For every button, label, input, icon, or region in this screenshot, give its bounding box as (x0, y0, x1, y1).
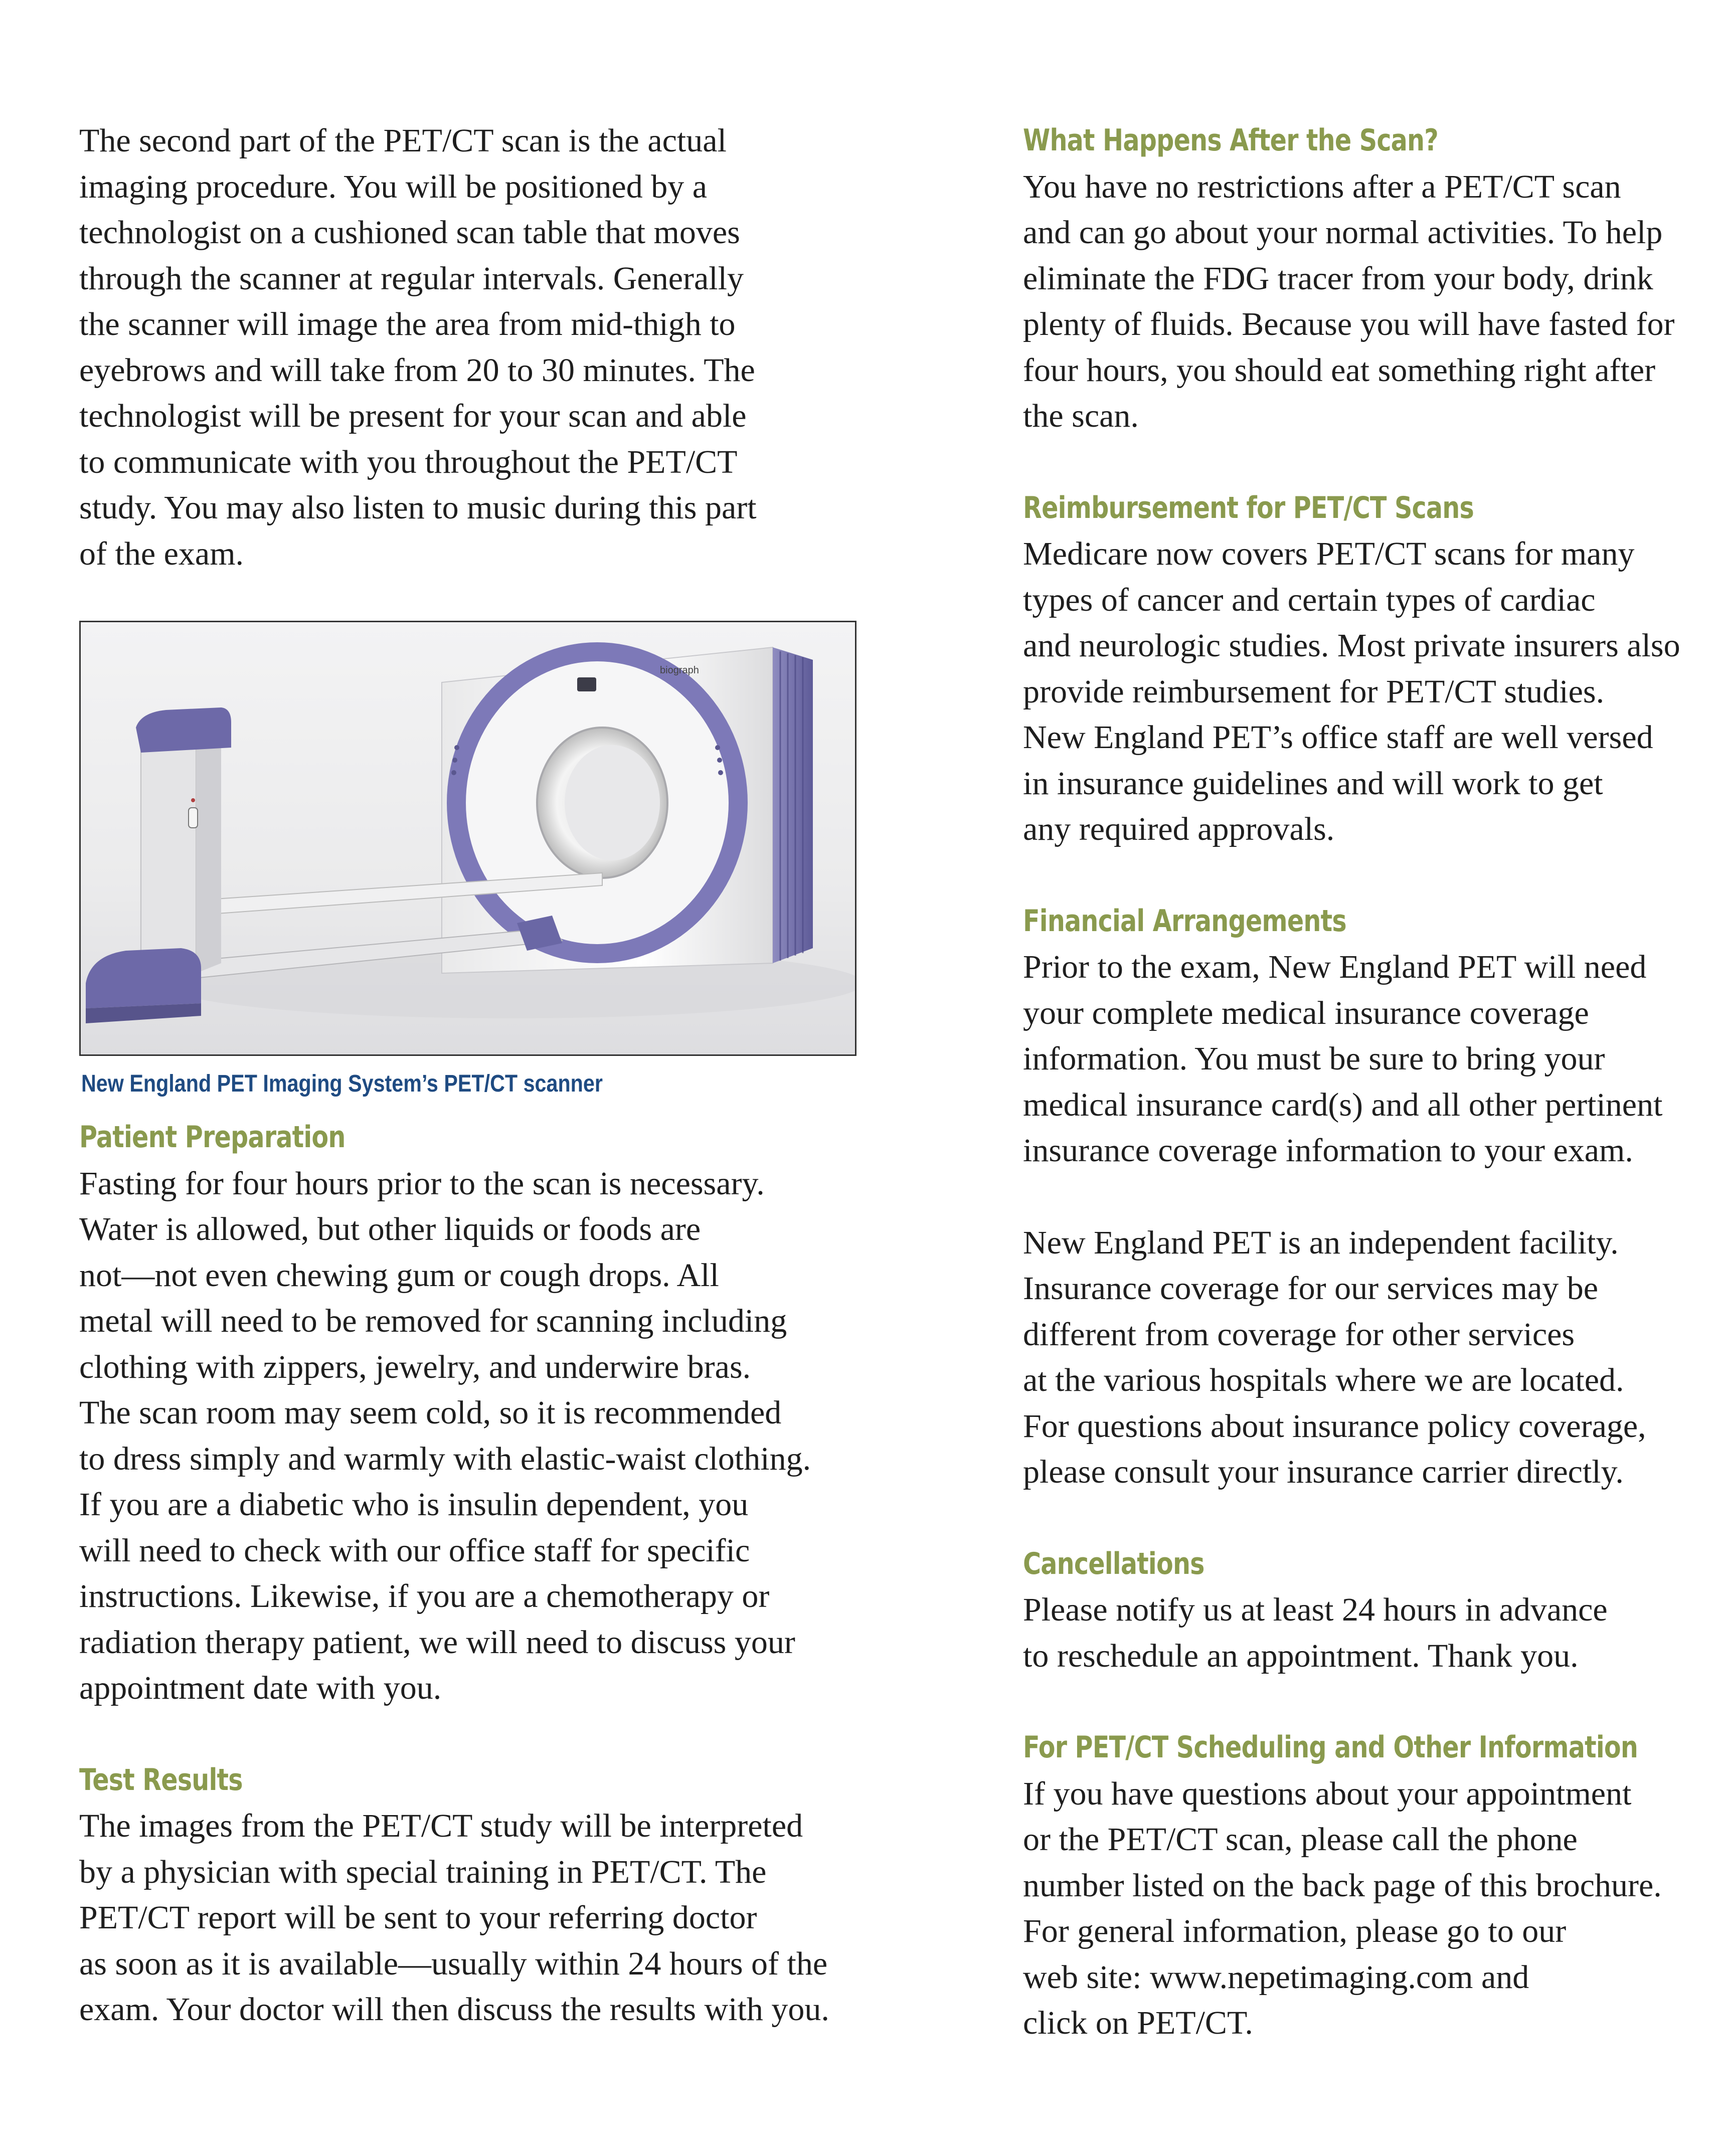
reimbursement-paragraph (1023, 531, 1725, 852)
text-line: through the scanner at regular intervals. Generally (79, 260, 744, 297)
text-line: PET/CT report will be sent to your referring doctor (79, 1899, 757, 1936)
text-line: metal will need to be removed for scanning including (79, 1303, 787, 1339)
cancellations-paragraph (1023, 1587, 1725, 1679)
text-line: click on PET/CT. (1023, 2005, 1253, 2041)
text-line: insurance coverage information to your exam. (1023, 1132, 1633, 1169)
text-line: Medicare now covers PET/CT scans for many (1023, 535, 1635, 572)
text-line: If you have questions about your appointment (1023, 1775, 1632, 1812)
text-line: of the exam. (79, 535, 244, 572)
financial-paragraph-2 (1023, 1220, 1725, 1495)
brand-label: biograph (660, 665, 699, 676)
text-line: to dress simply and warmly with elastic-waist clothing. (79, 1440, 811, 1477)
text-line: not—not even chewing gum or cough drops. All (79, 1256, 719, 1294)
text-line: For questions about insurance policy coverage, (1023, 1407, 1646, 1445)
financial-heading: Financial Arrangements (1023, 903, 1346, 939)
scanner-photo (79, 621, 856, 1056)
intro-paragraph (79, 118, 972, 577)
text-line: medical insurance card(s) and all other pertinent (1023, 1086, 1663, 1123)
text-line: The images from the PET/CT study will be interpreted (79, 1808, 803, 1844)
patient-prep-heading: Patient Preparation (79, 1120, 346, 1155)
text-line: technologist on a cushioned scan table that moves (79, 214, 740, 251)
text-line: If you are a diabetic who is insulin dependent, you (79, 1486, 749, 1523)
text-line: instructions. Likewise, if you are a chemotherapy or (79, 1578, 770, 1614)
text-line: in insurance guidelines and will work to get (1023, 765, 1603, 802)
text-line: or the PET/CT scan, please call the phone (1023, 1821, 1578, 1858)
text-line: please consult your insurance carrier directly. (1023, 1454, 1624, 1490)
text-line: technologist will be present for your scan and able (79, 398, 747, 434)
text-line: at the various hospitals where we are located. (1023, 1362, 1624, 1398)
financial-paragraph (1023, 944, 1725, 1174)
text-line: and neurologic studies. Most private insurers also (1023, 627, 1680, 664)
text-line: to communicate with you throughout the PET/CT (79, 443, 738, 480)
text-line: as soon as it is available—usually within 24 hours of the (79, 1945, 828, 1982)
text-line: the scanner will image the area from mid-thigh to (79, 306, 736, 342)
pet-ct-scanner-illustration (81, 622, 855, 1054)
right-column (1023, 118, 1725, 2046)
text-line: radiation therapy patient, we will need to discuss your (79, 1624, 795, 1661)
text-line: any required approvals. (1023, 811, 1335, 847)
text-line: The scan room may seem cold, so it is recommended (79, 1394, 782, 1431)
test-results-paragraph (79, 1803, 972, 2033)
text-line: exam. Your doctor will then discuss the results with you. (79, 1991, 829, 2028)
text-line: plenty of fluids. Because you will have fasted for (1023, 306, 1675, 342)
scheduling-heading: For PET/CT Scheduling and Other Information (1023, 1730, 1638, 1765)
text-line: number listed on the back page of this brochure. (1023, 1867, 1662, 1904)
text-line: by a physician with special training in PET/CT. The (79, 1853, 767, 1890)
text-line: New England PET’s office staff are well versed (1023, 719, 1653, 756)
text-line: the scan. (1023, 398, 1139, 434)
after-scan-heading: What Happens After the Scan? (1023, 123, 1438, 158)
text-line: For general information, please go to our (1023, 1913, 1567, 1949)
text-line: and can go about your normal activities. To help (1023, 214, 1663, 251)
text-line: study. You may also listen to music during this part (79, 489, 757, 526)
text-line: Fasting for four hours prior to the scan is necessary. (79, 1165, 765, 1202)
scheduling-paragraph (1023, 1771, 1725, 2046)
text-line: different from coverage for other services (1023, 1316, 1575, 1353)
reimbursement-heading: Reimbursement for PET/CT Scans (1023, 490, 1474, 525)
text-line: clothing with zippers, jewelry, and underwire bras. (79, 1348, 751, 1385)
text-line: four hours, you should eat something right after (1023, 351, 1656, 389)
photo-caption: New England PET Imaging System’s PET/CT scanner (81, 1070, 603, 1097)
text-line: appointment date with you. (79, 1670, 442, 1706)
text-line: eliminate the FDG tracer from your body, drink (1023, 260, 1653, 297)
text-line: Please notify us at least 24 hours in advance (1023, 1591, 1608, 1628)
text-line: will need to check with our office staff for specific (79, 1532, 750, 1569)
text-line: imaging procedure. You will be positioned by a (79, 168, 708, 205)
text-line: to reschedule an appointment. Thank you. (1023, 1637, 1579, 1674)
text-line: The second part of the PET/CT scan is the actual (79, 122, 727, 159)
patient-prep-paragraph (79, 1161, 972, 1711)
text-line: information. You must be sure to bring your (1023, 1040, 1605, 1077)
text-line: types of cancer and certain types of cardiac (1023, 581, 1596, 618)
text-line: Prior to the exam, New England PET will need (1023, 949, 1647, 985)
text-line: New England PET is an independent facility. (1023, 1224, 1619, 1261)
text-line: eyebrows and will take from 20 to 30 minutes. The (79, 351, 755, 389)
text-line: your complete medical insurance coverage (1023, 994, 1589, 1031)
text-line: You have no restrictions after a PET/CT scan (1023, 168, 1621, 205)
test-results-heading: Test Results (79, 1762, 243, 1798)
text-line: Insurance coverage for our services may be (1023, 1270, 1599, 1307)
text-line: Water is allowed, but other liquids or foods are (79, 1211, 701, 1247)
after-scan-paragraph (1023, 164, 1725, 439)
left-column (79, 118, 972, 2033)
text-line: web site: www.nepetimaging.com and (1023, 1958, 1529, 1996)
text-line: provide reimbursement for PET/CT studies. (1023, 673, 1605, 710)
cancellations-heading: Cancellations (1023, 1546, 1204, 1581)
